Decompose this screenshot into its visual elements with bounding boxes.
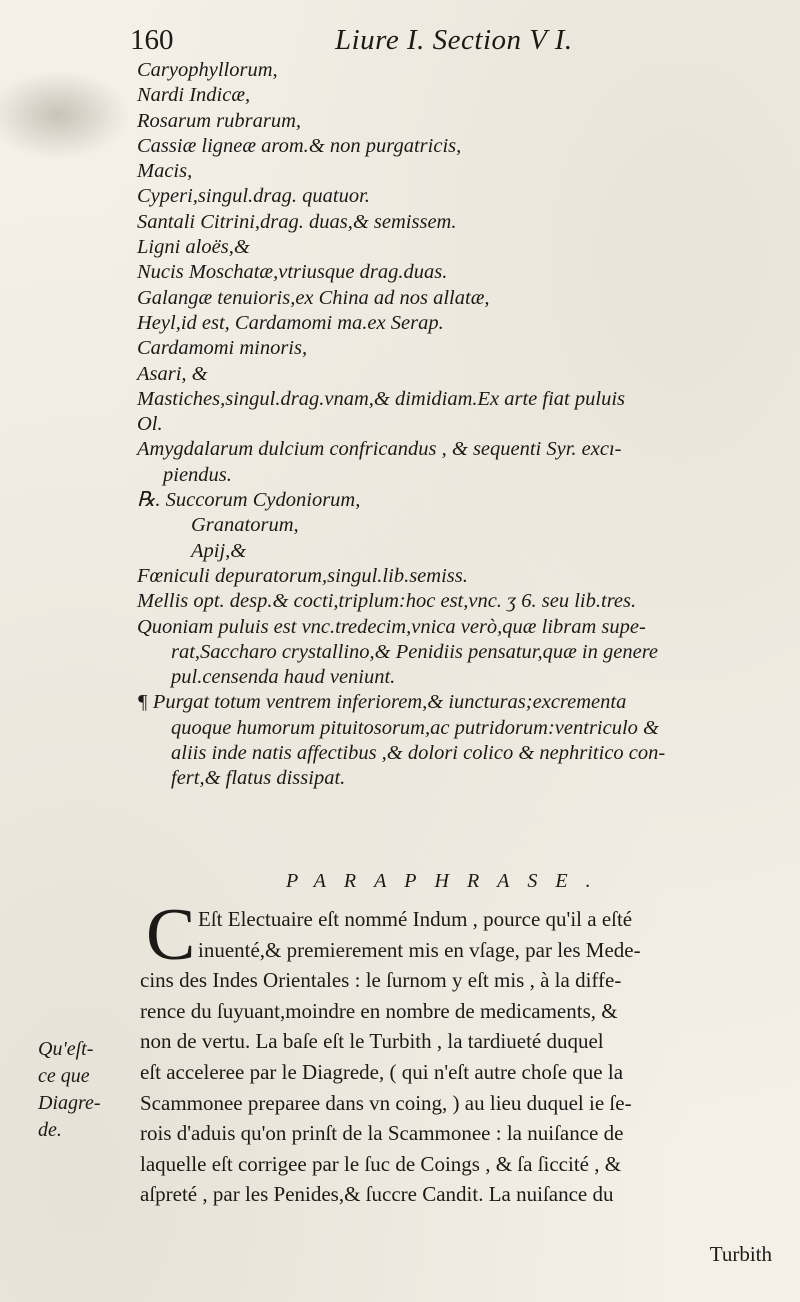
latin-line: Ol. bbox=[137, 413, 163, 436]
margin-note-line: ce que bbox=[38, 1065, 90, 1087]
latin-line: aliis inde natis affectibus ,& dolori colico & nephritico con- bbox=[171, 742, 666, 765]
french-line: rence du ſuyuant,moindre en nombre de medicaments, & bbox=[140, 998, 618, 1023]
latin-line: Mellis opt. desp.& cocti,triplum:hoc est,vnc. ʒ 6. seu lib.tres. bbox=[137, 590, 637, 613]
latin-line: Cardamomi minoris, bbox=[137, 337, 308, 360]
latin-recipe bbox=[115, 58, 795, 792]
french-line: non de vertu. La baſe eſt le Turbith , la tardiueté duquel bbox=[140, 1029, 604, 1054]
latin-line: Cassiæ ligneæ arom.& non purgatricis, bbox=[137, 134, 462, 157]
latin-line: Fœniculi depuratorum,singul.lib.semiss. bbox=[137, 564, 468, 587]
latin-line: Asari, & bbox=[137, 362, 208, 385]
latin-line: Heyl,id est, Cardamomi ma.ex Serap. bbox=[137, 311, 444, 334]
latin-line: ℞. Succorum Cydoniorum, bbox=[137, 489, 361, 512]
paper-stain bbox=[0, 70, 130, 160]
french-line: cins des Indes Orientales : le ſurnom y eſt mis , à la diffe- bbox=[140, 968, 622, 993]
latin-line: ¶ Purgat totum ventrem inferiorem,& iuncturas;excrementa bbox=[137, 691, 627, 714]
latin-line: fert,& flatus dissipat. bbox=[171, 767, 346, 790]
french-line: Scammonee preparee dans vn coing, ) au lieu duquel ie ſe- bbox=[140, 1090, 632, 1115]
french-line: rois d'aduis qu'on prinſt de la Scammonee : la nuiſance de bbox=[140, 1121, 624, 1146]
margin-note-line: de. bbox=[38, 1119, 62, 1141]
running-head: Liure I. Section V I. bbox=[335, 24, 573, 56]
french-line: eſt acceleree par le Diagrede, ( qui n'eſt autre choſe que la bbox=[140, 1059, 624, 1084]
french-line: inuenté,& premierement mis en vſage, par les Mede- bbox=[198, 937, 641, 962]
latin-line: Nucis Moschatæ,vtriusque drag.duas. bbox=[137, 261, 448, 284]
margin-note-line: Diagre- bbox=[38, 1092, 101, 1114]
latin-line: Quoniam puluis est vnc.tredecim,vnica verò,quæ libram supe- bbox=[137, 615, 646, 638]
latin-line: Rosarum rubrarum, bbox=[137, 109, 302, 132]
latin-line: Nardi Indicæ, bbox=[137, 84, 251, 107]
french-line: Eſt Electuaire eſt nommé Indum , pource qu'il a eſté bbox=[198, 907, 633, 931]
latin-line: Granatorum, bbox=[191, 514, 299, 537]
page-number: 160 bbox=[130, 24, 174, 56]
french-line: aſpreté , par les Penides,& ſuccre Candit. La nuiſance du bbox=[140, 1182, 614, 1207]
latin-line: pul.censenda haud veniunt. bbox=[171, 666, 396, 689]
margin-note bbox=[38, 1036, 128, 1144]
latin-line: Santali Citrini,drag. duas,& semissem. bbox=[137, 210, 457, 233]
latin-line: Amygdalarum dulcium confricandus , & sequenti Syr. excı- bbox=[137, 438, 622, 461]
latin-line: quoque humorum pituitosorum,ac putridorum:ventriculo & bbox=[171, 716, 659, 739]
latin-line: Macis, bbox=[137, 160, 193, 183]
paraphrase-heading: PARAPHRASE. bbox=[286, 870, 609, 892]
latin-line: Apij,& bbox=[191, 539, 247, 562]
french-paraphrase bbox=[140, 894, 780, 1210]
latin-line: piendus. bbox=[163, 463, 232, 486]
margin-note-line: Qu'eſt- bbox=[38, 1038, 94, 1060]
latin-line: Ligni aloës,& bbox=[137, 236, 250, 259]
latin-line: rat,Saccharo crystallino,& Penidiis pensatur,quæ in genere bbox=[171, 640, 659, 663]
catchword: Turbith bbox=[709, 1242, 772, 1266]
drop-capital: C bbox=[146, 894, 196, 976]
latin-line: Cyperi,singul.drag. quatuor. bbox=[137, 185, 370, 208]
latin-line: Mastiches,singul.drag.vnam,& dimidiam.Ex arte fiat puluis bbox=[137, 387, 625, 410]
latin-line: Galangæ tenuioris,ex China ad nos allatæ, bbox=[137, 286, 490, 309]
french-line: laquelle eſt corrigee par le ſuc de Coings , & ſa ſiccité , & bbox=[140, 1151, 622, 1176]
latin-line: Caryophyllorum, bbox=[137, 59, 278, 81]
